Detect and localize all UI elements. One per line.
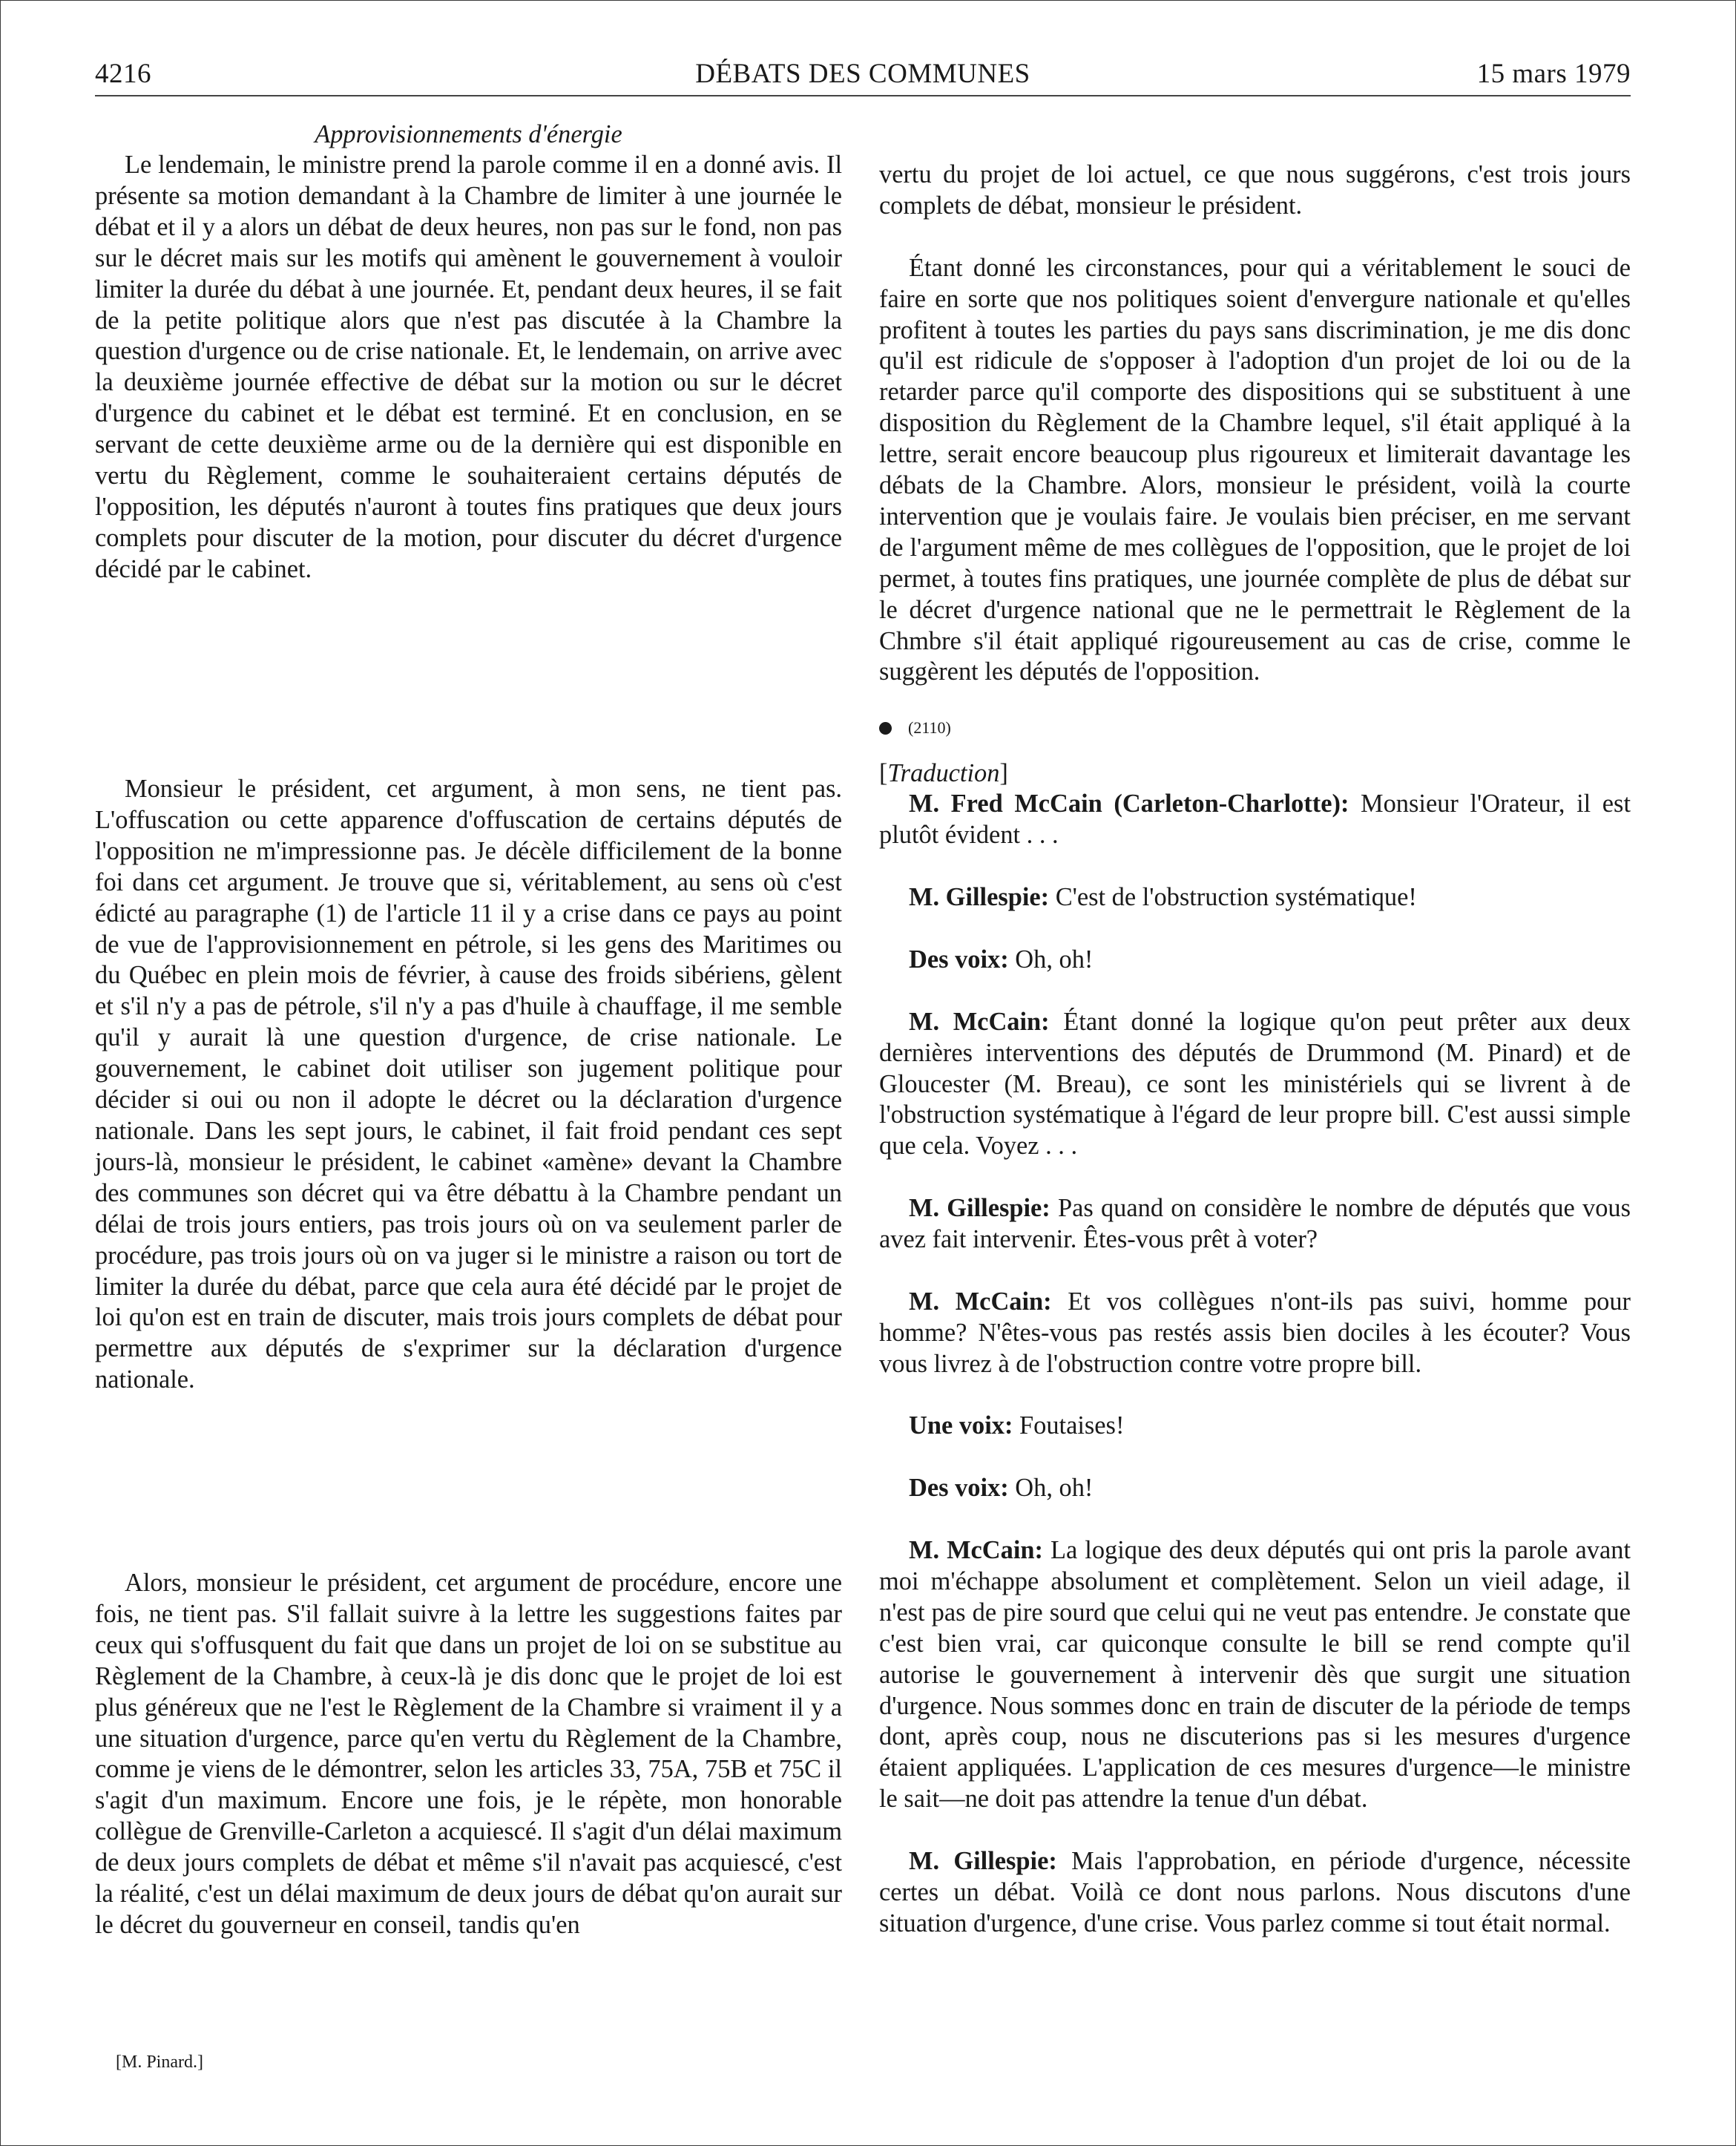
speech-text: Et vos collègues n'ont-ils pas suivi, homme pour homme? N'êtes-vous pas restés assis bien dociles à les écouter? Vous vous livrez à de l'obstruction contre votre propre bill.	[879, 1287, 1631, 1378]
speech-text: La logique des deux députés qui ont pris la parole avant moi m'échappe absolument et complètement. Selon un vieil adage, il n'est pas de pire sourd que celui qui ne veut pas entendre. Je constate que c'est bien vrai, car quiconque consulte le bill se rend compte qu'il autorise le gouvernement à intervenir dès que surgit une situation d'urgence. Nous sommes donc en train de discuter de la période de temps dont, après coup, nous ne discuterions pas si les mesures d'urgence étaient appliquées. L'application de ces mesures d'urgence—le ministre le sait—ne doit pas attendre la tenue d'un débat.	[879, 1536, 1631, 1814]
speech-text: Étant donné la logique qu'on peut prêter aux deux dernières interventions des députés de Drummond (M. Pinard) et de Gloucester (M. Breau), ce sont les ministériels qui se livrent à de l'obstruction systématique à l'égard de leur propre bill. C'est aussi simple que cela. Voyez . . .	[879, 1007, 1631, 1161]
speech-item	[879, 1535, 1631, 1815]
left-column-bottom	[95, 1568, 842, 1941]
speaker-name: M. Gillespie:	[909, 1847, 1057, 1876]
speech-text: Monsieur l'Orateur, il est plutôt évident . . .	[879, 790, 1631, 850]
paragraph: Étant donné les circonstances, pour qui a véritablement le souci de faire en sorte que nos politiques soient d'envergure nationale et qu'elles profitent à toutes les parties du pays sans discrimination, je me dis donc qu'il est ridicule de s'opposer à l'adoption d'un projet de loi ou de la retarder parce qu'il comporte des dispositions qui se substituent à une disposition du Règlement de la Chambre lequel, s'il était appliqué à la lettre, serait encore beaucoup plus rigoureux et limiterait davantage les débats de la Chambre. Alors, monsieur le président, voilà la courte intervention que je voulais faire. Je voulais bien préciser, en me servant de l'argument même de mes collègues de l'opposition, que le projet de loi permet, à toutes fins pratiques, une journée complète de plus de débat sur le décret d'urgence national que ne le permettrait le Règlement de la Chmbre s'il était appliqué rigoureusement au cas de crise, comme le suggèrent les députés de l'opposition.	[879, 253, 1631, 686]
header-rule	[95, 95, 1631, 96]
speaker-name: M. Gillespie:	[909, 1194, 1051, 1223]
speaker-footer: [M. Pinard.]	[116, 2053, 203, 2072]
speech-item	[879, 1007, 1631, 1163]
publication-title: DÉBATS DES COMMUNES	[695, 59, 1030, 89]
time-marker: (2110)	[879, 712, 1631, 743]
left-column-top	[95, 119, 842, 585]
paragraph: Monsieur le président, cet argument, à mon sens, ne tient pas. L'offuscation ou cette apparence d'offuscation de certains députés de l'opposition ne m'impressionne pas. Je décèle difficilement de la bonne foi dans cet argument. Je trouve que si, véritablement, au sens où c'est édicté au paragraphe (1) de l'article 11 il y a crise dans ce pays au point de vue de l'approvisionnement en pétrole, si les gens des Maritimes ou du Québec en plein mois de février, à cause des froids sibériens, gèlent et s'il n'y a pas de pétrole, s'il n'y a pas d'huile à chauffage, il me semble qu'il y aurait là une question d'urgence, de crise nationale. Le gouvernement, le cabinet doit utiliser son jugement politique pour décider si oui ou non il adopte le décret ou la déclaration d'urgence nationale. Dans les sept jours, le cabinet, il fait froid pendant ces sept jours-là, monsieur le président, le cabinet «amène» devant la Chambre des communes son décret qui va être débattu à la Chambre pendant un délai de trois jours entiers, pas trois jours où on va seulement parler de procédure, pas trois jours où on va juger si le ministre a raison ou tort de limiter la durée du débat, parce que cela aura été décidé par le projet de loi qu'on est en train de discuter, mais trois jours complets de débat pour permettre aux députés de s'exprimer sur la déclaration d'urgence nationale.	[95, 775, 842, 1394]
paragraph: Alors, monsieur le président, cet argument de procédure, encore une fois, ne tient pas. S'il fallait suivre à la lettre les suggestions faites par ceux qui s'offusquent du fait que dans un projet de loi on se substitue au Règlement de la Chambre, à ceux-là je dis donc que le projet de loi est plus généreux que ne l'est le Règlement de la Chambre si vraiment il y a une situation d'urgence, parce qu'en vertu du Règlement de la Chambre, comme je viens de le démontrer, selon les articles 33, 75A, 75B et 75C il s'agit d'un maximum. Encore une fois, je le répète, mon honorable collègue de Grenville-Carleton a acquiescé. Il s'agit d'un délai maximum de deux jours complets de débat et même s'il n'avait pas acquiescé, c'est la réalité, c'est un délai maximum de deux jours de débat qu'on aurait sur le décret du gouverneur en conseil, tandis qu'en	[95, 1569, 842, 1939]
speaker-name: M. Fred McCain (Carleton-Charlotte):	[909, 790, 1349, 818]
speech-item	[879, 1846, 1631, 1940]
bullet-icon	[879, 722, 892, 735]
right-column	[879, 160, 1631, 1940]
speaker-name: M. Gillespie:	[909, 883, 1050, 912]
speech-item	[879, 789, 1631, 851]
speaker-name: M. McCain:	[909, 1536, 1043, 1565]
speech-text: Mais l'approbation, en période d'urgence, nécessite certes un débat. Voilà ce dont nous parlons. Nous discutons d'une situation d'urgence, d'une crise. Vous parlez comme si tout était normal.	[879, 1847, 1631, 1937]
speech-item	[879, 1287, 1631, 1380]
speech-item	[879, 1193, 1631, 1256]
page-number: 4216	[95, 59, 151, 89]
speaker-name: M. McCain:	[909, 1287, 1052, 1316]
speaker-name: Des voix:	[909, 1474, 1009, 1503]
translation-label: [Traduction]	[879, 758, 1008, 787]
paragraph: Le lendemain, le ministre prend la parole comme il en a donné avis. Il présente sa motion demandant à la Chambre de limiter à une journée le débat et il y a alors un débat de deux heures, non pas sur le fond, non pas sur le décret mais sur les motifs qui amènent le gouvernement à vouloir limiter la durée du débat à une journée. Et, pendant deux heures, il se fait de la petite politique alors que n'est pas discutée à la Chambre la question d'urgence ou de crise nationale. Et, le lendemain, on arrive avec la deuxième journée effective de débat sur la motion ou sur le décret d'urgence du cabinet et le débat est terminé. Et en conclusion, en se servant de cette deuxième arme ou de la dernière qui est disponible en vertu du Règlement, comme le souhaiteraient certains députés de l'opposition, les députés n'auront à toutes fins pratiques que deux jours complets pour discuter de la motion, pour discuter du décret d'urgence décidé par le cabinet.	[95, 151, 842, 583]
publication-date: 15 mars 1979	[1476, 59, 1631, 89]
speech-item	[879, 882, 1631, 913]
page-header	[95, 58, 1631, 96]
speech-text: Pas quand on considère le nombre de députés que vous avez fait intervenir. Êtes-vous prêt à voter?	[879, 1194, 1631, 1254]
speech-item	[879, 1411, 1631, 1442]
paragraph: vertu du projet de loi actuel, ce que nous suggérons, c'est trois jours complets de débat, monsieur le président.	[879, 160, 1631, 220]
speaker-name: Des voix:	[909, 945, 1009, 974]
speaker-name: M. McCain:	[909, 1007, 1050, 1036]
left-column-middle	[95, 774, 842, 1396]
section-title: Approvisionnements d'énergie	[315, 120, 622, 148]
speech-text: Oh, oh!	[1008, 945, 1094, 974]
speech-item	[879, 1473, 1631, 1504]
speech-text: Foutaises!	[1013, 1411, 1125, 1440]
speaker-name: Une voix:	[909, 1411, 1013, 1440]
speech-text: C'est de l'obstruction systématique!	[1049, 883, 1417, 912]
speech-item	[879, 945, 1631, 976]
speech-text: Oh, oh!	[1008, 1474, 1094, 1503]
